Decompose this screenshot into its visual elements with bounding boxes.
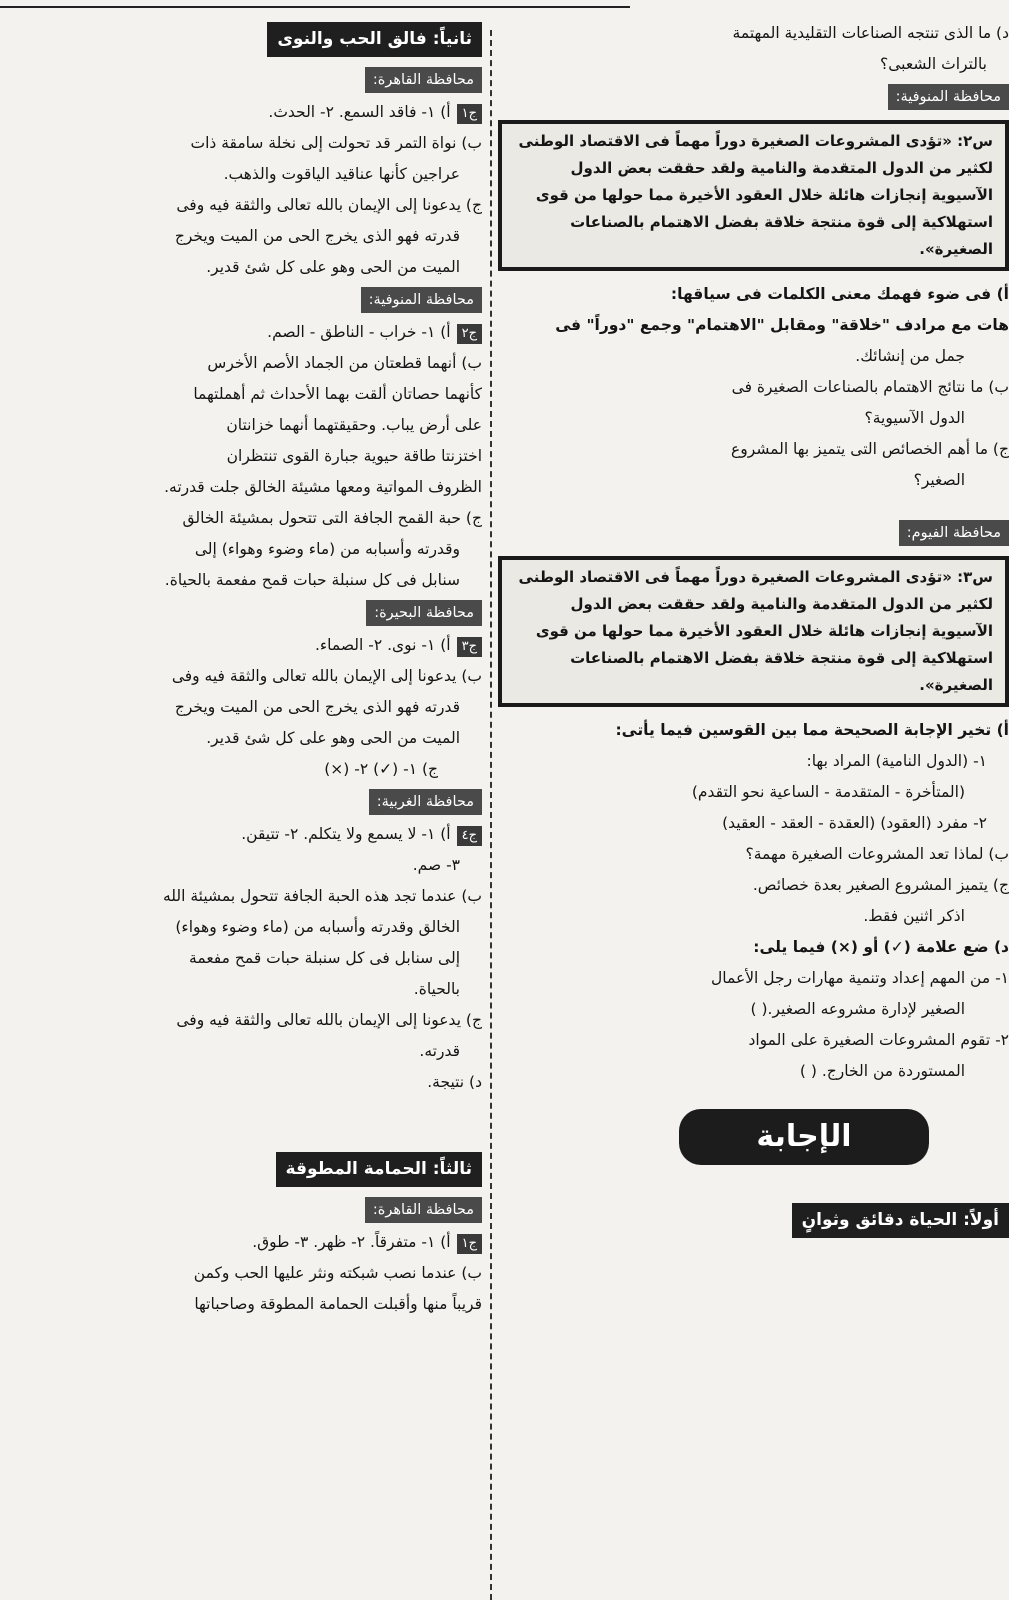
- answer-4-a: أ) ١- لا يسمع ولا يتكلم. ٢- تتيقن.: [241, 825, 451, 843]
- answer-2-b-line2: كأنهما حصاتان ألقت بهما الأحداث ثم أهملتهما: [193, 385, 482, 403]
- question-d-line2: بالتراث الشعبى؟: [880, 55, 987, 73]
- answer-3-b-line1: ب) يدعونا إلى الإيمان بالله تعالى والثقة فيه وفى: [171, 667, 482, 685]
- governorate-fayoum-heading: محافظة الفيوم:: [899, 520, 1009, 546]
- answer-1-b-line1: ب) نواة التمر قد تحولت إلى نخلة سامقة ذات: [190, 134, 482, 152]
- choose-heading: أ) تخير الإجابة الصحيحة مما بين القوسين فيما يأتى:: [615, 721, 1009, 739]
- mark-item-1-line2: الصغير لإدارة مشروعه الصغير.( ): [750, 1000, 965, 1018]
- question-a-heading: أ) فى ضوء فهمك معنى الكلمات فى سياقها:: [670, 285, 1009, 303]
- mark-item-2-line1: ٢- تقوم المشروعات الصغيرة على المواد: [748, 1031, 1009, 1049]
- answer-4-a-3: ٣- صم.: [412, 856, 460, 874]
- column-divider: [490, 30, 492, 1600]
- left-column: [42, 18, 482, 1593]
- governorate-cairo-heading: محافظة القاهرة:: [365, 67, 482, 93]
- answer-3-b-line2: قدرته فهو الذى يخرج الحى من الميت ويخرج: [174, 698, 460, 716]
- top-rule: [0, 0, 630, 8]
- governorate-beheira-heading: محافظة البحيرة:: [366, 600, 482, 626]
- answer-4-b-line1: ب) عندما تجد هذه الحبة الجافة تتحول بمشيئة الله: [162, 887, 482, 905]
- governorate-cairo-heading-2: محافظة القاهرة:: [365, 1197, 482, 1223]
- answer-4-b-line3: إلى سنابل فى كل سنبلة حبات قمح مفعمة: [189, 949, 460, 967]
- answer-2-c-line2: وقدرته وأسبابه من (ماء وضوء وهواء) إلى: [194, 540, 460, 558]
- answer-4-b-line4: بالحياة.: [413, 980, 460, 998]
- section-3-heading: ثالثاً: الحمامة المطوقة: [276, 1152, 482, 1187]
- answer-tag-2: ج٢: [457, 324, 482, 344]
- answer-2-b-line3: على أرض يباب. وحقيقتهما أنهما خزانتان: [226, 416, 482, 434]
- answer-2-b-line4: اختزنتا طاقة حيوية جبارة القوى تنتظران: [226, 447, 482, 465]
- question-traits-line2: اذكر اثنين فقط.: [863, 907, 965, 925]
- question-traits-line1: ج) يتميز المشروع الصغير بعدة خصائص.: [752, 876, 1009, 894]
- mark-item-1-line1: ١- من المهم إعداد وتنمية مهارات رجل الأعمال: [711, 969, 1009, 987]
- mark-item-2-line2: المستوردة من الخارج. ( ): [799, 1062, 965, 1080]
- answer-s3-1-a: أ) ١- متفرقاً. ٢- ظهر. ٣- طوق.: [252, 1233, 451, 1251]
- answer-4-b-line2: الخالق وقدرته وأسبابه من (ماء وضوء وهواء): [175, 918, 460, 936]
- mark-heading: د) ضع علامة (✓) أو (×) فيما يلى:: [753, 938, 1009, 956]
- question-a-line2: جمل من إنشائك.: [855, 347, 965, 365]
- answer-1-a: أ) ١- فاقد السمع. ٢- الحدث.: [268, 103, 451, 121]
- governorate-menofia-heading: محافظة المنوفية:: [361, 287, 482, 313]
- section-1-heading: أولاً: الحياة دقائق وثوانٍ: [792, 1203, 1009, 1238]
- question-c-line1: ج) ما أهم الخصائص التى يتميز بها المشروع: [731, 440, 1009, 458]
- answer-1-b-line2: عراجين كأنها عناقيد الياقوت والذهب.: [223, 165, 460, 183]
- section-2-heading: ثانياً: فالق الحب والنوى: [267, 22, 482, 57]
- question-d-line1: د) ما الذى تنتجه الصناعات التقليدية المهتمة: [732, 24, 1009, 42]
- choose-item-1-options: (المتأخرة - المتقدمة - الساعية نحو التقدم): [691, 783, 965, 801]
- question-why: ب) لماذا تعد المشروعات الصغيرة مهمة؟: [745, 845, 1009, 863]
- answer-tag-1: ج١: [457, 104, 482, 124]
- question-box-2: س٢: «تؤدى المشروعات الصغيرة دوراً مهماً فى الاقتصاد الوطنى لكثير من الدول المتقدمة والنامية ولقد حققت بعض الدول الآسيوية إنجازات هائلة خلال العقود الأخيرة مما حولها من قوى استهلاكية إلى قوة منتجة خلاقة بفضل الاهتمام بالصناعات الصغيرة».: [498, 120, 1009, 271]
- question-a-line1: هات مع مرادف "خلاقة" ومقابل "الاهتمام" وجمع "دوراً" فى: [555, 316, 1009, 334]
- answer-3-c: ج) ١- (✓) ٢- (×): [324, 760, 438, 778]
- answer-3-a: أ) ١- نوى. ٢- الصماء.: [314, 636, 451, 654]
- answer-s3-1-b-line1: ب) عندما نصب شبكته ونثر عليها الحب وكمن: [193, 1264, 482, 1282]
- question-box-3: س٣: «تؤدى المشروعات الصغيرة دوراً مهماً فى الاقتصاد الوطنى لكثير من الدول المتقدمة والنامية ولقد حققت بعض الدول الآسيوية إنجازات هائلة خلال العقود الأخيرة مما حولها من قوى استهلاكية إلى قوة منتجة خلاقة بفضل الاهتمام بالصناعات الصغيرة».: [498, 556, 1009, 707]
- choose-item-2: ٢- مفرد (العقود) (العقدة - العقد - العقيد): [722, 814, 987, 832]
- answer-tag-s3-1: ج١: [457, 1234, 482, 1254]
- question-b-line1: ب) ما نتائج الاهتمام بالصناعات الصغيرة فى: [731, 378, 1009, 396]
- answer-1-c-line1: ج) يدعونا إلى الإيمان بالله تعالى والثقة فيه وفى: [176, 196, 482, 214]
- answer-2-b-line5: الظروف المواتية ومعها مشيئة الخالق جلت قدرته.: [164, 478, 482, 496]
- answer-4-c-line1: ج) يدعونا إلى الإيمان بالله تعالى والثقة فيه وفى: [176, 1011, 482, 1029]
- answer-4-c-line2: قدرته.: [419, 1042, 460, 1060]
- question-c-line2: الصغير؟: [913, 471, 965, 489]
- answer-4-d: د) نتيجة.: [427, 1073, 482, 1091]
- answer-s3-1-b-line2: قريباً منها وأقبلت الحمامة المطوقة وصاحباتها: [194, 1295, 482, 1313]
- answer-1-c-line3: الميت من الحى وهو على كل شئ قدير.: [206, 258, 460, 276]
- choose-item-1: ١- (الدول النامية) المراد بها:: [806, 752, 987, 770]
- answer-2-a: أ) ١- خراب - الناطق - الصم.: [267, 323, 451, 341]
- answer-3-b-line3: الميت من الحى وهو على كل شئ قدير.: [206, 729, 460, 747]
- question-b-line2: الدول الآسيوية؟: [864, 409, 965, 427]
- right-column: [498, 18, 1009, 1593]
- answer-2-c-line1: ج) حبة القمح الجافة التى تتحول بمشيئة الخالق: [182, 509, 482, 527]
- answer-1-c-line2: قدرته فهو الذى يخرج الحى من الميت ويخرج: [174, 227, 460, 245]
- answer-2-b-line1: ب) أنهما قطعتان من الجماد الأصم الأخرس: [207, 354, 482, 372]
- answer-2-c-line3: سنابل فى كل سنبلة حبات قمح مفعمة بالحياة.: [164, 571, 460, 589]
- answer-banner: الإجابة: [679, 1109, 929, 1165]
- governorate-menofia-heading: محافظة المنوفية:: [888, 84, 1009, 110]
- answer-tag-3: ج٣: [457, 637, 482, 657]
- governorate-gharbia-heading: محافظة الغربية:: [369, 789, 482, 815]
- answer-tag-4: ج٤: [457, 826, 482, 846]
